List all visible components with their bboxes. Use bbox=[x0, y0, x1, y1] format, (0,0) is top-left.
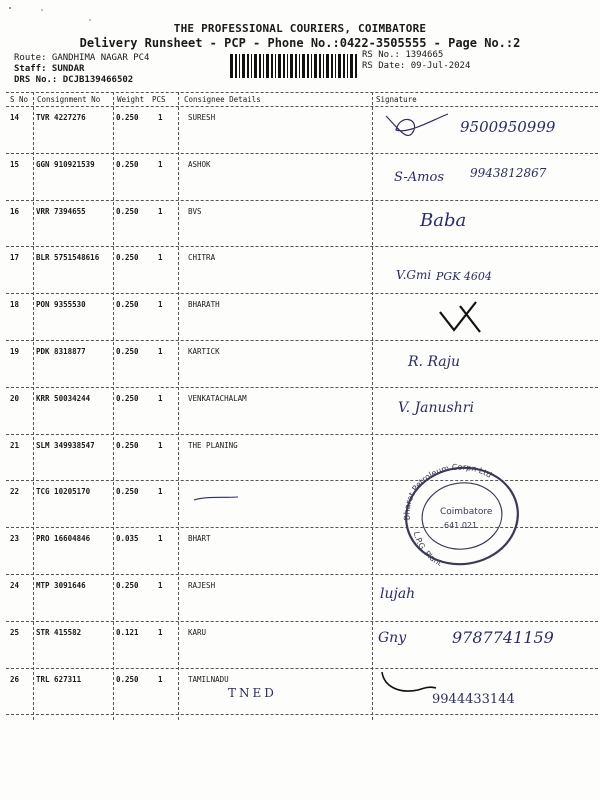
handwritten-signature: Baba bbox=[420, 210, 467, 231]
cell-consignee: SURESH bbox=[188, 113, 216, 122]
barcode-bar bbox=[338, 54, 341, 78]
barcode-bar bbox=[319, 54, 321, 78]
handwritten-note: PGK 4604 bbox=[436, 270, 492, 283]
cell-sno: 18 bbox=[10, 300, 20, 310]
cell-sno: 21 bbox=[10, 440, 20, 450]
col-divider bbox=[113, 92, 114, 720]
barcode-bar bbox=[287, 54, 288, 78]
cell-consignment: PON 9355530 bbox=[36, 300, 86, 310]
row-divider bbox=[6, 153, 598, 154]
barcode-bar bbox=[271, 54, 273, 78]
handwritten-signature: V.Gmi bbox=[396, 268, 432, 282]
cell-consignment: VRR 7394655 bbox=[36, 206, 86, 216]
cell-weight: 0.250 bbox=[116, 440, 139, 450]
barcode-bar bbox=[247, 54, 249, 78]
cell-sno: 22 bbox=[10, 487, 20, 497]
cell-consignee: VENKATACHALAM bbox=[188, 393, 247, 403]
cell-weight: 0.250 bbox=[116, 393, 139, 403]
signature-scribble-14 bbox=[378, 108, 458, 148]
handwritten-signature: V. Janushri bbox=[398, 400, 474, 416]
cell-sno: 17 bbox=[10, 253, 20, 263]
cell-pcs: 1 bbox=[158, 487, 163, 497]
cell-sno: 16 bbox=[10, 206, 20, 216]
handwritten-note: TNED bbox=[228, 686, 277, 700]
cell-consignment: TRL 627311 bbox=[36, 674, 82, 684]
cell-consignee: TAMILNADU bbox=[188, 674, 229, 684]
col-divider bbox=[33, 92, 34, 720]
company-title: THE PROFESSIONAL COURIERS, COIMBATORE bbox=[173, 22, 427, 35]
cell-sno: 23 bbox=[10, 534, 20, 544]
barcode-bar bbox=[326, 54, 329, 78]
barcode-bar bbox=[263, 54, 264, 78]
company-seal-stamp bbox=[396, 460, 526, 570]
col-consignee: Consignee Details bbox=[184, 95, 261, 104]
cell-consignment: GGN 910921539 bbox=[36, 159, 95, 169]
row-divider bbox=[6, 246, 598, 247]
col-pcs: PCS bbox=[152, 95, 166, 104]
row-divider bbox=[6, 434, 598, 435]
cell-pcs: 1 bbox=[158, 440, 163, 450]
cell-consignee: CHITRA bbox=[188, 253, 216, 263]
cell-consignment: KRR 50034244 bbox=[36, 393, 91, 403]
cell-consignment: TCG 10205170 bbox=[36, 487, 91, 497]
row-divider bbox=[6, 340, 598, 341]
barcode-bar bbox=[278, 54, 281, 78]
stamp-city: Coimbatore bbox=[440, 507, 493, 517]
row-divider bbox=[6, 574, 598, 575]
cell-weight: 0.035 bbox=[116, 534, 139, 544]
cell-weight: 0.121 bbox=[116, 627, 139, 637]
runsheet-subtitle: Delivery Runsheet - PCP - Phone No.:0422-3505555 - Page No.:2 bbox=[79, 36, 521, 50]
row-divider bbox=[6, 621, 598, 622]
barcode-bar bbox=[331, 54, 333, 78]
cell-pcs: 1 bbox=[158, 674, 163, 684]
svg-text:L.P.G. Plant bbox=[412, 531, 443, 568]
handwritten-phone: 9944433144 bbox=[432, 692, 515, 707]
cell-consignment: MTP 3091646 bbox=[36, 581, 86, 590]
barcode bbox=[230, 54, 358, 78]
barcode-bar bbox=[259, 54, 261, 78]
barcode-bar bbox=[290, 54, 293, 78]
cell-sno: 24 bbox=[10, 581, 20, 590]
cell-consignee: ASHOK bbox=[188, 159, 211, 169]
handwritten-phone: 9943812867 bbox=[470, 166, 547, 180]
row-divider bbox=[6, 293, 598, 294]
stamp-pincode: 641 021 bbox=[444, 521, 478, 530]
rs-date: RS Date: 09-Jul-2024 bbox=[362, 61, 471, 71]
barcode-bar bbox=[343, 54, 345, 78]
barcode-bar bbox=[323, 54, 324, 78]
barcode-bar bbox=[314, 54, 317, 78]
handwritten-phone: 9787741159 bbox=[452, 628, 554, 647]
barcode-bar bbox=[355, 54, 357, 78]
barcode-bar bbox=[242, 54, 245, 78]
cell-sno: 25 bbox=[10, 627, 20, 637]
signature-scribble-18 bbox=[436, 298, 486, 336]
route-label: Route: GANDHIMA NAGAR PC4 bbox=[14, 53, 150, 63]
barcode-bar bbox=[307, 54, 309, 78]
cell-consignment: PRO 16604846 bbox=[36, 534, 91, 544]
cell-consignee: BHART bbox=[188, 534, 211, 544]
cell-weight: 0.250 bbox=[116, 206, 139, 216]
col-signature: Signature bbox=[376, 95, 417, 104]
row-divider bbox=[6, 387, 598, 388]
signature-stroke-22 bbox=[192, 492, 242, 504]
col-divider bbox=[178, 92, 179, 720]
col-consignment: Consignment No bbox=[37, 95, 101, 104]
barcode-bar bbox=[235, 54, 237, 78]
cell-pcs: 1 bbox=[158, 253, 163, 263]
cell-consignee: THE PLANING bbox=[188, 440, 238, 450]
cell-consignment: PDK 8318877 bbox=[36, 347, 86, 356]
cell-weight: 0.250 bbox=[116, 300, 139, 310]
cell-pcs: 1 bbox=[158, 581, 163, 590]
cell-consignee: KARTICK bbox=[188, 347, 220, 356]
stamp-text-bottom: L.P.G. Plant bbox=[411, 530, 444, 568]
cell-consignment: STR 415582 bbox=[36, 627, 82, 637]
col-divider bbox=[372, 92, 373, 720]
row-divider bbox=[6, 714, 598, 715]
cell-consignment: BLR 5751548616 bbox=[36, 253, 100, 263]
cell-pcs: 1 bbox=[158, 113, 163, 122]
row-divider bbox=[6, 668, 598, 669]
cell-pcs: 1 bbox=[158, 347, 163, 356]
row-divider bbox=[6, 200, 598, 201]
cell-sno: 20 bbox=[10, 393, 20, 403]
staff-label: Staff: SUNDAR bbox=[14, 64, 85, 74]
barcode-bar bbox=[239, 54, 240, 78]
col-sno: S No bbox=[10, 95, 29, 104]
cell-sno: 15 bbox=[10, 159, 20, 169]
barcode-bar bbox=[275, 54, 276, 78]
cell-weight: 0.250 bbox=[116, 253, 139, 263]
cell-pcs: 1 bbox=[158, 300, 163, 310]
cell-consignee: KARU bbox=[188, 627, 207, 637]
cell-pcs: 1 bbox=[158, 393, 163, 403]
cell-weight: 0.250 bbox=[116, 674, 139, 684]
cell-sno: 19 bbox=[10, 347, 20, 356]
barcode-bar bbox=[335, 54, 336, 78]
handwritten-signature: lujah bbox=[380, 586, 416, 602]
cell-consignment: TVR 4227276 bbox=[36, 113, 86, 122]
table-top-rule bbox=[6, 92, 598, 93]
handwritten-phone: 9500950999 bbox=[460, 118, 556, 136]
barcode-bar bbox=[254, 54, 257, 78]
handwritten-signature: S-Amos bbox=[394, 170, 444, 185]
barcode-bar bbox=[299, 54, 300, 78]
barcode-bar bbox=[230, 54, 233, 78]
barcode-bar bbox=[283, 54, 285, 78]
barcode-bar bbox=[311, 54, 312, 78]
drs-number: DRS No.: DCJB139466502 bbox=[14, 75, 134, 85]
cell-weight: 0.250 bbox=[116, 581, 139, 590]
barcode-bar bbox=[347, 54, 348, 78]
barcode-bar bbox=[266, 54, 269, 78]
cell-sno: 14 bbox=[10, 113, 20, 122]
rs-number: RS No.: 1394665 bbox=[362, 50, 444, 60]
barcode-bar bbox=[350, 54, 353, 78]
col-weight: Weight bbox=[117, 95, 145, 104]
handwritten-signature: R. Raju bbox=[408, 354, 461, 370]
cell-consignee: BVS bbox=[188, 206, 202, 216]
cell-pcs: 1 bbox=[158, 534, 163, 544]
cell-weight: 0.250 bbox=[116, 347, 139, 356]
barcode-bar bbox=[251, 54, 252, 78]
cell-consignment: SLM 349938547 bbox=[36, 440, 95, 450]
cell-pcs: 1 bbox=[158, 627, 163, 637]
cell-consignee: RAJESH bbox=[188, 581, 216, 590]
cell-sno: 26 bbox=[10, 674, 20, 684]
header-rule bbox=[6, 106, 598, 107]
cell-pcs: 1 bbox=[158, 206, 163, 216]
cell-consignee: BHARATH bbox=[188, 300, 220, 310]
cell-weight: 0.250 bbox=[116, 487, 139, 497]
handwritten-signature: Gny bbox=[378, 630, 407, 646]
barcode-bar bbox=[295, 54, 297, 78]
barcode-bar bbox=[302, 54, 305, 78]
stamp-text-top: Bharat Petroleum Corpn Ltd bbox=[402, 462, 494, 521]
cell-pcs: 1 bbox=[158, 159, 163, 169]
cell-weight: 0.250 bbox=[116, 159, 139, 169]
cell-weight: 0.250 bbox=[116, 113, 139, 122]
signature-scribble-26 bbox=[378, 668, 438, 698]
